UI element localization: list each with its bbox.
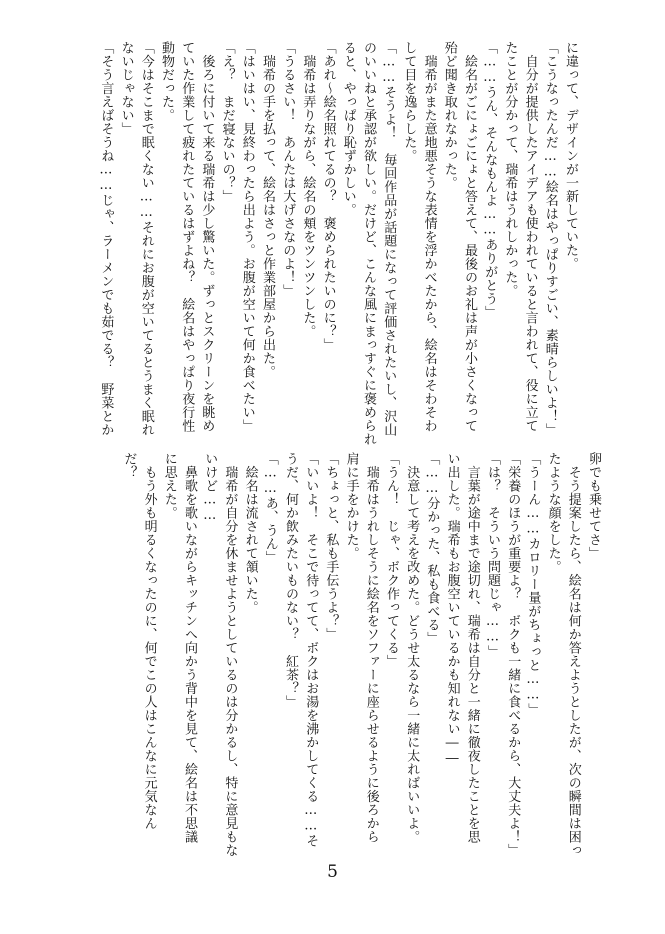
text-column: 「……そうよ！ 毎回作品が話題になって評価されたいし、沢山 (381, 41, 397, 437)
text-column: 自分が提供したアイデアも使われていると言われて、役に立て (522, 41, 538, 433)
text-column: に思えた。 (161, 452, 177, 520)
text-column: 「え？ まだ寝ないの？」 (219, 41, 235, 203)
text-column: 鼻歌を歌いながらキッチンへ向かう背中を見て、絵名は不思議 (182, 452, 197, 844)
text-column: 瑞希は弄りながら、絵名の頬をツンツンした。 (300, 41, 316, 338)
text-column: たことが分かって、瑞希はうれしかった。 (502, 41, 518, 298)
text-column: いけど…… (202, 452, 218, 524)
page-number: 5 (327, 862, 338, 882)
text-column: 「こうなったんだ……絵名はやっぱりすごい、素晴らしいよ！」 (542, 41, 558, 437)
text-column: 言葉が途中まで途切れ、瑞希は自分と一緒に徹夜したことを思 (464, 452, 480, 844)
text-column: 「ちょっと、私も手伝うよ？」 (323, 452, 339, 641)
text-column: 「そう言えばそうね……じゃ、ラーメンでも茹でる？ 野菜とか (98, 41, 114, 437)
text-column: 「うーん……カロリー量がちょっと……」 (525, 452, 541, 717)
text-column: 「あれ～絵名照れてるの？ 褒められたいのに？」 (320, 41, 336, 352)
text-column: 「栄養のほうが重要よ？ ボクも一緒に食べるから、大丈夫よ！」 (505, 452, 521, 857)
text-column: に違って、デザインが一新していた。 (563, 41, 578, 271)
text-column: うだ、何か飲みたいものない？ 紅茶？」 (283, 452, 298, 709)
text-column: い出した。瑞希もお腹空いているかも知れない―― (444, 452, 460, 767)
text-column: 肩に手をかけた。 (343, 452, 359, 560)
text-column: 後ろに付いて来る瑞希は少し驚いた。ずっとスクリーンを眺め (199, 41, 215, 433)
text-column: のいいねと承認が欲しい。だけど、こんな風にまっすぐに褒められ (361, 41, 376, 446)
text-column: 絵名がごにょごにょと答えて、最後のお礼は声が小さくなって (462, 41, 477, 433)
text-column: 瑞希が自分を休ませようとしているのは分かるし、特に意見もな (222, 452, 238, 857)
text-column: たような顔をした。 (545, 452, 561, 574)
text-column: もう外も明るくなったのに、何でこの人はこんなに元気なん (141, 452, 157, 830)
text-column: 「は？ そういう問題じゃ……」 (485, 452, 500, 659)
text-column: 「……分かった、私も食べる」 (424, 452, 440, 645)
text-column: 「いいよ！ そこで待ってて、ボクはお湯を沸かしてくる……そ (303, 452, 319, 848)
text-column: 「うん！ じゃ、ボク作ってくる」 (384, 452, 399, 668)
text-column: 決意して考えを改めた。どうせ太るなら一緒に太ればいいよ。 (404, 452, 420, 844)
text-column: 瑞希の手を払って、絵名はさっと作業部屋から出た。 (260, 41, 275, 379)
text-column: 動物だった。 (159, 41, 174, 122)
text-column: 瑞希がまた意地悪そうな表情を浮かべたから、絵名はそわそわ (421, 41, 437, 433)
text-column: 「今はそこまで眠くない……それにお腹が空いてるとうまく眠れ (138, 41, 154, 437)
text-column: だ？ (121, 452, 137, 479)
text-column: 「……あ、うん」 (262, 452, 278, 564)
text-column: そう提案したら、絵名は何か答えようとしたが、次の瞬間は困っ (565, 452, 581, 857)
text-column: ないじゃない」 (118, 41, 134, 136)
text-column: 「……うん、そんなもんよ……ありがとう」 (482, 41, 498, 319)
text-column: ていた作業して疲れたているはずよね？ 絵名はやっぱり夜行性 (179, 41, 195, 433)
text-column: 卵でも乗せてさ」 (586, 452, 601, 560)
text-column: 「はいはい、見終わったら出よう。お腹が空いて何か食べたい」 (239, 41, 255, 433)
text-column: 絵名は流されて頷いた。 (242, 452, 258, 614)
text-column: 「うるさい！ あんたは大げさなのよ！」 (280, 41, 296, 298)
text-column: して目を逸らした。 (401, 41, 417, 163)
text-column: 殆ど聞き取れなかった。 (441, 41, 457, 190)
text-column: ると、やっぱり恥ずかしい。 (340, 41, 356, 217)
text-column: 瑞希はうれしそうに絵名をソファーに座らせるように後ろから (363, 452, 379, 844)
